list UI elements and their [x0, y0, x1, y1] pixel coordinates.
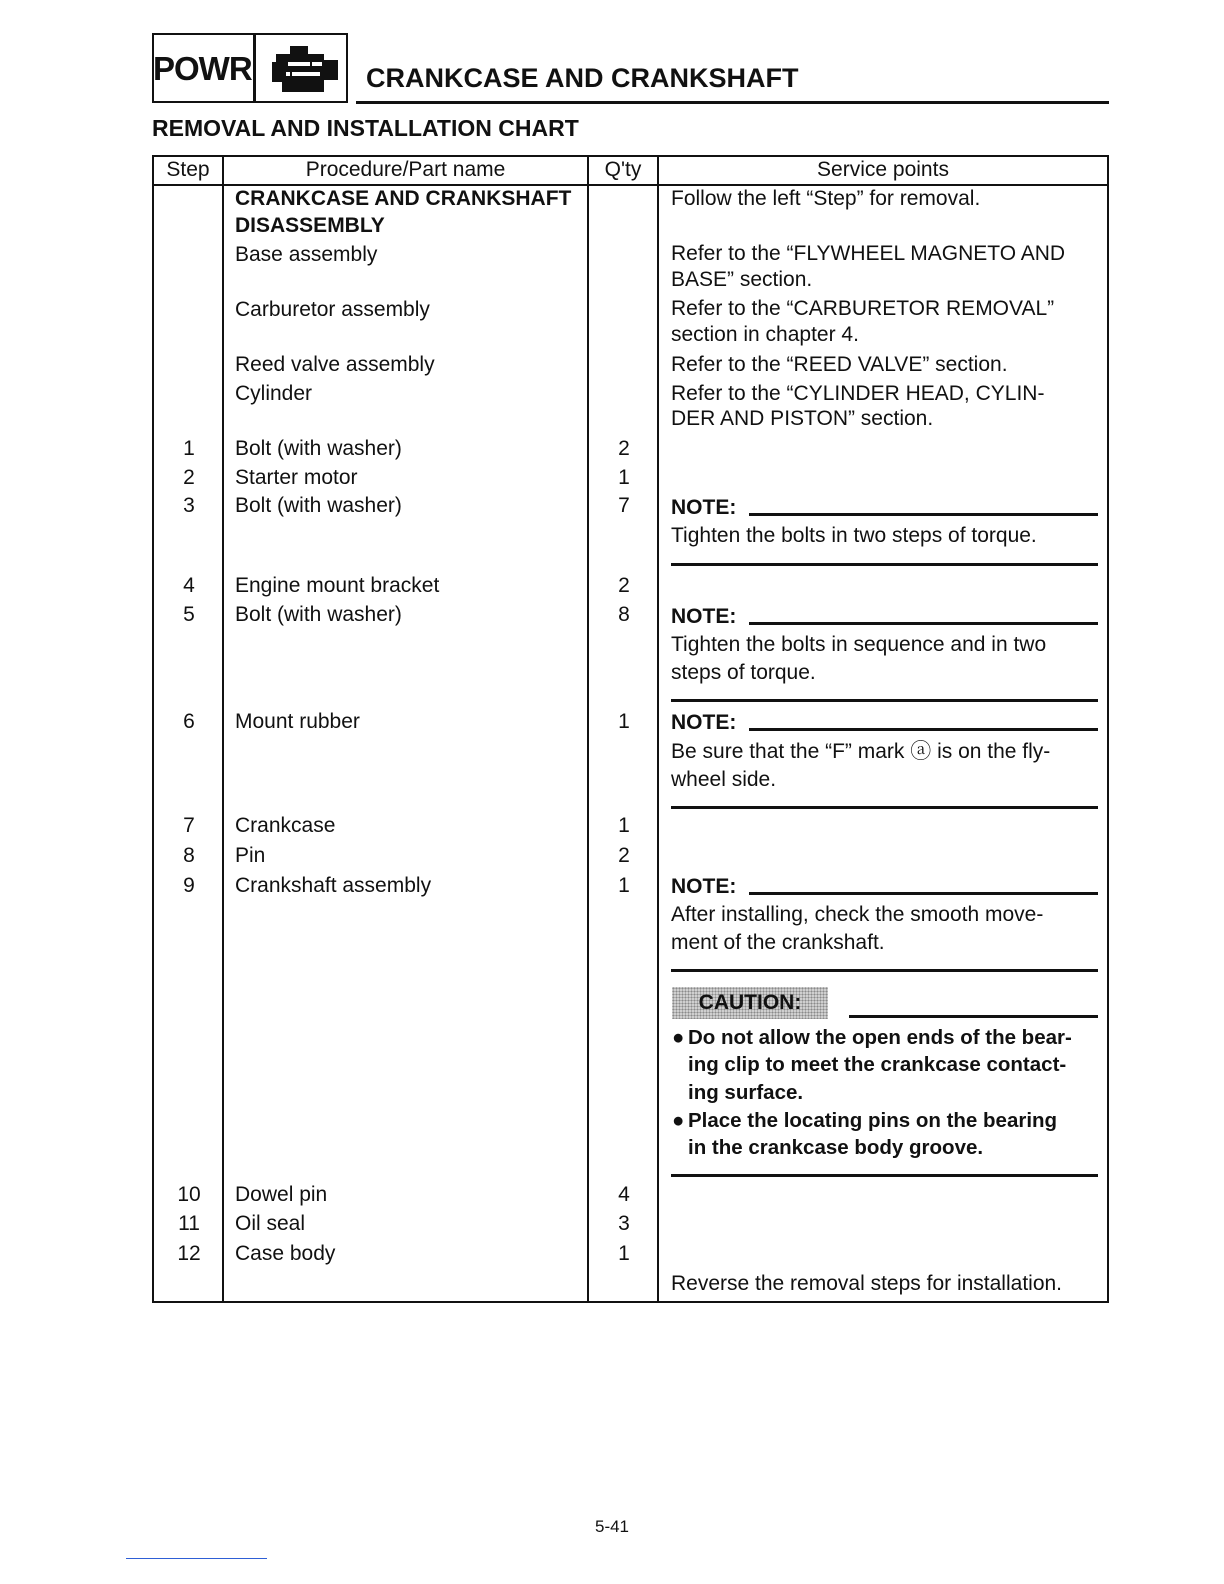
- part-name: Carburetor assembly: [235, 298, 430, 321]
- quantity: 4: [618, 1183, 630, 1206]
- column-divider: [587, 155, 589, 1303]
- section-heading: CRANKCASE AND CRANKSHAFT: [235, 187, 572, 210]
- step-number: 2: [183, 466, 195, 489]
- quantity: 3: [618, 1212, 630, 1235]
- service-text: BASE” section.: [671, 268, 813, 291]
- quantity: 8: [618, 603, 630, 626]
- bottom-rule: [126, 1558, 267, 1559]
- caution-text: Place the locating pins on the bearing: [688, 1109, 1058, 1132]
- bullet-icon: ●: [672, 1109, 685, 1132]
- column-divider: [222, 155, 224, 1303]
- part-name: Oil seal: [235, 1212, 306, 1235]
- part-name: Case body: [235, 1242, 336, 1265]
- caution-badge: CAUTION:: [672, 987, 828, 1019]
- part-name: Starter motor: [235, 466, 358, 489]
- note-label: NOTE:: [671, 605, 737, 628]
- quantity: 2: [618, 437, 630, 460]
- caution-rule: [849, 1015, 1098, 1018]
- section-tab-divider: [253, 33, 256, 103]
- note-end-rule: [671, 699, 1098, 702]
- quantity: 1: [618, 814, 630, 837]
- quantity: 2: [618, 844, 630, 867]
- step-number: 5: [183, 603, 195, 626]
- note-label: NOTE:: [671, 496, 737, 519]
- header-service: Service points: [817, 158, 949, 181]
- bullet-icon: ●: [672, 1026, 685, 1049]
- column-divider: [657, 155, 659, 1303]
- note-label: NOTE:: [671, 711, 737, 734]
- service-text: DER AND PISTON” section.: [671, 407, 934, 430]
- quantity: 7: [618, 494, 630, 517]
- page-title: CRANKCASE AND CRANKSHAFT: [366, 63, 799, 93]
- service-text: Reverse the removal steps for installation.: [671, 1272, 1063, 1295]
- step-number: 1: [183, 437, 195, 460]
- engine-icon: [268, 40, 342, 98]
- part-name: Base assembly: [235, 243, 378, 266]
- caution-end-rule: [671, 1174, 1098, 1177]
- part-name: Mount rubber: [235, 710, 360, 733]
- step-number: 12: [177, 1242, 201, 1265]
- step-number: 9: [183, 874, 195, 897]
- quantity: 1: [618, 710, 630, 733]
- caution-text: ing clip to meet the crankcase contact-: [688, 1053, 1067, 1076]
- note-text: ment of the crankshaft.: [671, 931, 885, 954]
- part-name: Dowel pin: [235, 1183, 328, 1206]
- note-text: wheel side.: [671, 768, 777, 791]
- step-number: 8: [183, 844, 195, 867]
- quantity: 1: [618, 1242, 630, 1265]
- step-number: 7: [183, 814, 195, 837]
- page-number: 5-41: [594, 1517, 630, 1536]
- note-text: Tighten the bolts in two steps of torque.: [671, 524, 1037, 547]
- header-step: Step: [166, 158, 210, 181]
- caution-text: ing surface.: [688, 1081, 804, 1104]
- note-rule: [749, 728, 1098, 731]
- service-text: Refer to the “CARBURETOR REMOVAL”: [671, 297, 1055, 320]
- step-number: 11: [178, 1212, 200, 1235]
- quantity: 2: [618, 574, 630, 597]
- note-end-rule: [671, 969, 1098, 972]
- part-name: Cylinder: [235, 382, 313, 405]
- service-text: Follow the left “Step” for removal.: [671, 187, 981, 210]
- section-heading: DISASSEMBLY: [235, 214, 385, 237]
- note-text: After installing, check the smooth move-: [671, 903, 1044, 926]
- header-part: Procedure/Part name: [305, 158, 506, 181]
- header-qty: Q'ty: [604, 158, 642, 181]
- note-end-rule: [671, 806, 1098, 809]
- part-name: Bolt (with washer): [235, 603, 402, 626]
- part-name: Engine mount bracket: [235, 574, 440, 597]
- part-name: Pin: [235, 844, 266, 867]
- service-text: Refer to the “REED VALVE” section.: [671, 353, 1008, 376]
- title-rule: [356, 101, 1109, 104]
- part-name: Crankshaft assembly: [235, 874, 432, 897]
- note-label: NOTE:: [671, 875, 737, 898]
- part-name: Bolt (with washer): [235, 437, 402, 460]
- note-text: Be sure that the “F” mark ⓐ is on the fly-: [671, 740, 1051, 763]
- part-name: Crankcase: [235, 814, 336, 837]
- part-name: Bolt (with washer): [235, 494, 402, 517]
- step-number: 4: [183, 574, 195, 597]
- note-text: Tighten the bolts in sequence and in two: [671, 633, 1047, 656]
- service-text: section in chapter 4.: [671, 323, 859, 346]
- quantity: 1: [618, 466, 630, 489]
- service-text: Refer to the “FLYWHEEL MAGNETO AND: [671, 242, 1066, 265]
- chart-title: REMOVAL AND INSTALLATION CHART: [152, 115, 579, 141]
- note-rule: [749, 892, 1098, 895]
- note-rule: [749, 622, 1098, 625]
- quantity: 1: [618, 874, 630, 897]
- note-end-rule: [671, 563, 1098, 566]
- caution-text: in the crankcase body groove.: [688, 1136, 984, 1159]
- note-rule: [749, 513, 1098, 516]
- service-text: Refer to the “CYLINDER HEAD, CYLIN-: [671, 382, 1045, 405]
- step-number: 10: [177, 1183, 201, 1206]
- part-name: Reed valve assembly: [235, 353, 435, 376]
- section-code: POWR: [153, 50, 252, 87]
- step-number: 3: [183, 494, 195, 517]
- caution-text: Do not allow the open ends of the bear-: [688, 1026, 1072, 1049]
- note-text: steps of torque.: [671, 661, 816, 684]
- step-number: 6: [183, 710, 195, 733]
